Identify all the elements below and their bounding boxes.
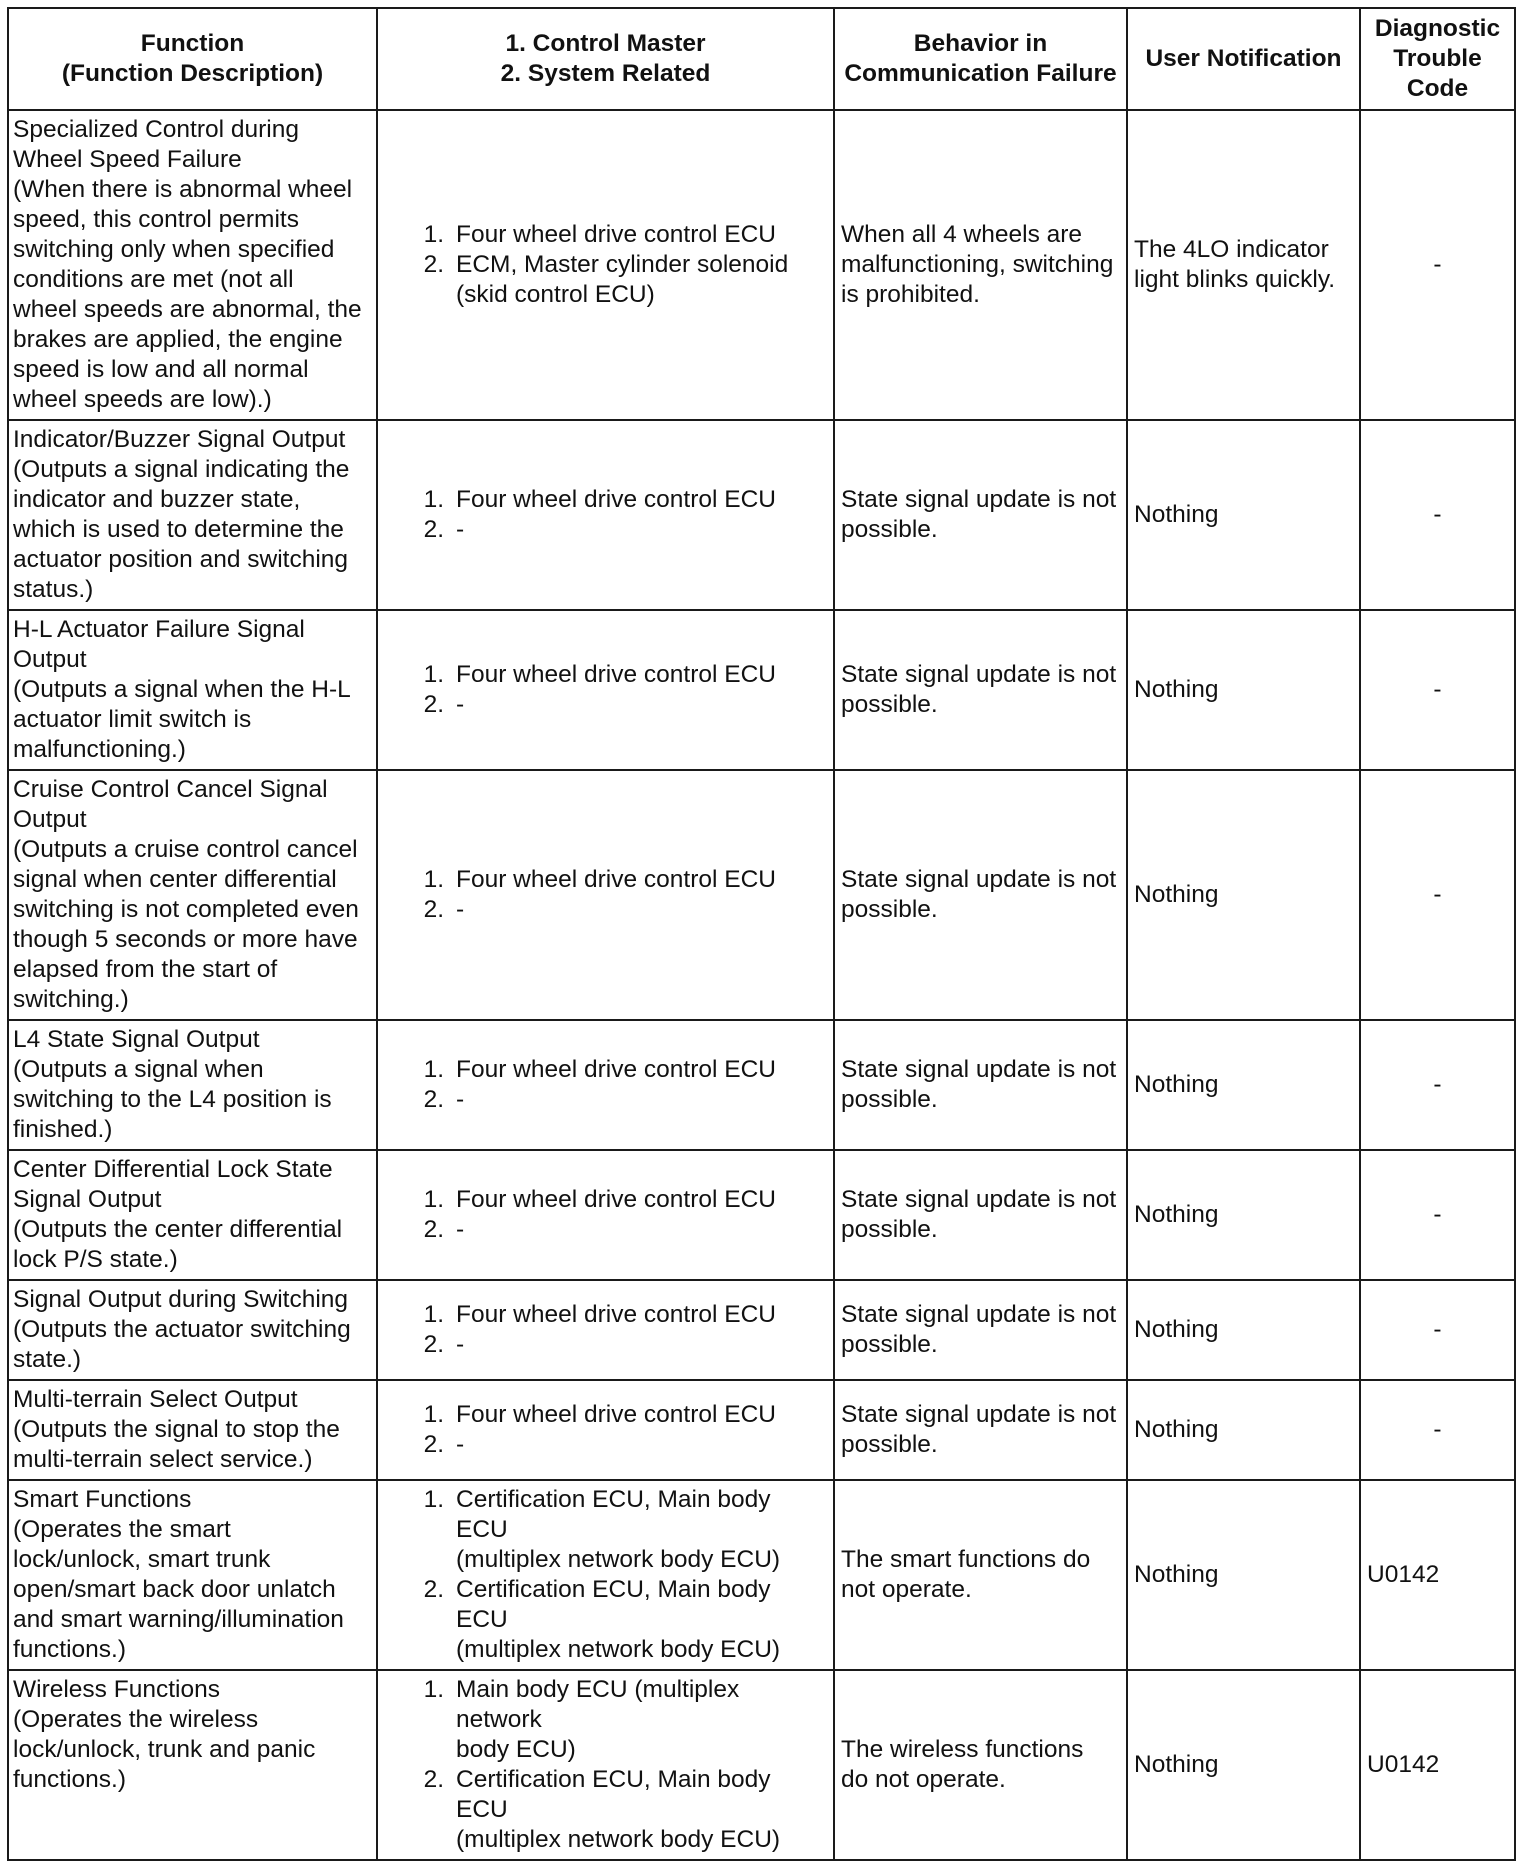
dtc-cell: - (1360, 610, 1515, 770)
function-cell (8, 1280, 377, 1380)
table-row (8, 1280, 1515, 1380)
function-line: finished.) (13, 1116, 113, 1143)
behavior-line: possible. (841, 896, 938, 923)
control-item-number: 2. (423, 896, 444, 923)
control-master-cell (377, 1020, 834, 1150)
function-line: and smart warning/illumination (13, 1606, 344, 1633)
communication-failure-table (7, 7, 1516, 1861)
control-line: (multiplex network body ECU) (456, 1826, 781, 1853)
table-row (8, 1150, 1515, 1280)
function-line: functions.) (13, 1636, 127, 1663)
control-item-text (456, 690, 827, 720)
function-line: though 5 seconds or more have (13, 926, 358, 953)
control-line: Four wheel drive control ECU (456, 486, 776, 513)
control-item (408, 1675, 827, 1765)
user-notification-cell (1127, 1480, 1360, 1670)
control-item-number: 2. (423, 251, 444, 278)
control-master-cell (377, 420, 834, 610)
header-line: Diagnostic (1374, 15, 1501, 42)
control-item-text (456, 1055, 827, 1085)
header-line: Communication Failure (844, 60, 1117, 87)
function-line: Multi-terrain Select Output (13, 1386, 298, 1413)
user-notification-cell (1127, 610, 1360, 770)
control-line: (multiplex network body ECU) (456, 1636, 781, 1663)
function-line: actuator position and switching (13, 546, 349, 573)
control-master-cell (377, 110, 834, 420)
notification-line: Nothing (1134, 1201, 1219, 1228)
function-line: (Outputs a signal indicating the (13, 456, 350, 483)
function-cell (8, 610, 377, 770)
dtc-cell: U0142 (1360, 1480, 1515, 1670)
function-line: Wireless Functions (13, 1676, 220, 1703)
function-line: (When there is abnormal wheel (13, 176, 353, 203)
user-notification-cell (1127, 1280, 1360, 1380)
behavior-line: possible. (841, 516, 938, 543)
control-item (408, 895, 827, 925)
behavior-line: possible. (841, 1431, 938, 1458)
function-line: lock/unlock, trunk and panic (13, 1736, 316, 1763)
control-line: Four wheel drive control ECU (456, 661, 776, 688)
header-line: User Notification (1145, 45, 1342, 72)
table-row (8, 1020, 1515, 1150)
behavior-line: State signal update is not (841, 1056, 1117, 1083)
function-line: (Outputs a signal when the H-L (13, 676, 351, 703)
control-item (408, 1575, 827, 1665)
function-line: Signal Output during Switching (13, 1286, 349, 1313)
function-line: lock/unlock, smart trunk (13, 1546, 271, 1573)
behavior-line: possible. (841, 1216, 938, 1243)
function-line: lock P/S state.) (13, 1246, 178, 1273)
user-notification-cell (1127, 1150, 1360, 1280)
header-line: Code (1406, 75, 1469, 102)
control-item-number: 1. (423, 866, 444, 893)
behavior-cell (834, 1020, 1127, 1150)
function-line: wheel speeds are low).) (13, 386, 272, 413)
function-line: actuator limit switch is (13, 706, 252, 733)
function-line: elapsed from the start of (13, 956, 278, 983)
control-line: - (456, 1216, 465, 1243)
behavior-cell (834, 610, 1127, 770)
control-line: - (456, 1331, 465, 1358)
control-item-text (456, 220, 827, 250)
function-cell (8, 1150, 377, 1280)
dtc-cell: - (1360, 1150, 1515, 1280)
control-master-cell (377, 1280, 834, 1380)
control-item-text (456, 1400, 827, 1430)
notification-line: Nothing (1134, 881, 1219, 908)
control-item (408, 690, 827, 720)
function-line: conditions are met (not all (13, 266, 294, 293)
behavior-cell (834, 770, 1127, 1020)
header-control-master (377, 8, 834, 110)
control-item-text (456, 1765, 827, 1855)
control-item (408, 1215, 827, 1245)
function-line: which is used to determine the (13, 516, 344, 543)
control-line: Main body ECU (multiplex network (456, 1676, 740, 1733)
notification-line: Nothing (1134, 1316, 1219, 1343)
function-line: (Operates the wireless (13, 1706, 259, 1733)
function-line: functions.) (13, 1766, 127, 1793)
dtc-cell: - (1360, 770, 1515, 1020)
behavior-cell (834, 1280, 1127, 1380)
function-line: Output (13, 806, 87, 833)
function-line: switching only when specified (13, 236, 335, 263)
function-line: Wheel Speed Failure (13, 146, 242, 173)
control-item-number: 1. (423, 1301, 444, 1328)
control-line: - (456, 1086, 465, 1113)
control-line: Four wheel drive control ECU (456, 1186, 776, 1213)
header-line: 2. System Related (500, 60, 711, 87)
control-item-number: 2. (423, 1431, 444, 1458)
notification-line: light blinks quickly. (1134, 266, 1336, 293)
control-item (408, 1085, 827, 1115)
control-item-number: 2. (423, 1576, 444, 1603)
control-line: body ECU) (456, 1736, 576, 1763)
dtc-cell: - (1360, 1380, 1515, 1480)
function-line: multi-terrain select service.) (13, 1446, 313, 1473)
control-line: Four wheel drive control ECU (456, 1301, 776, 1328)
control-item (408, 1485, 827, 1575)
function-line: H-L Actuator Failure Signal (13, 616, 305, 643)
notification-line: Nothing (1134, 501, 1219, 528)
control-line: - (456, 1431, 465, 1458)
table-row (8, 770, 1515, 1020)
control-item-text (456, 660, 827, 690)
behavior-cell (834, 420, 1127, 610)
control-line: - (456, 691, 465, 718)
function-line: Indicator/Buzzer Signal Output (13, 426, 346, 453)
behavior-cell (834, 110, 1127, 420)
control-item (408, 250, 827, 310)
control-item-number: 2. (423, 516, 444, 543)
function-line: speed, this control permits (13, 206, 299, 233)
control-item-text (456, 485, 827, 515)
behavior-line: possible. (841, 1331, 938, 1358)
user-notification-cell (1127, 1020, 1360, 1150)
control-item-text (456, 1485, 827, 1575)
control-item-text (456, 1330, 827, 1360)
control-master-cell (377, 610, 834, 770)
header-line: 1. Control Master (505, 30, 706, 57)
table-row (8, 610, 1515, 770)
dtc-cell: - (1360, 1280, 1515, 1380)
control-item-number: 1. (423, 1486, 444, 1513)
function-line: switching is not completed even (13, 896, 359, 923)
behavior-line: State signal update is not (841, 486, 1117, 513)
control-item-text (456, 1675, 827, 1765)
behavior-line: is prohibited. (841, 281, 980, 308)
header-row (8, 8, 1515, 110)
control-line: Certification ECU, Main body ECU (456, 1576, 771, 1633)
function-line: speed is low and all normal (13, 356, 309, 383)
control-item-number: 1. (423, 1186, 444, 1213)
control-item-number: 1. (423, 221, 444, 248)
control-item (408, 865, 827, 895)
control-item-number: 2. (423, 1086, 444, 1113)
function-line: Specialized Control during (13, 116, 299, 143)
function-line: (Outputs a signal when (13, 1056, 264, 1083)
function-line: (Outputs the center differential (13, 1216, 343, 1243)
function-line: Cruise Control Cancel Signal (13, 776, 328, 803)
control-item (408, 1300, 827, 1330)
control-item (408, 660, 827, 690)
control-item-text (456, 1430, 827, 1460)
behavior-line: malfunctioning, switching (841, 251, 1114, 278)
user-notification-cell (1127, 420, 1360, 610)
header-line: Trouble (1393, 45, 1482, 72)
control-item-number: 1. (423, 1056, 444, 1083)
header-line: Behavior in (913, 30, 1048, 57)
function-line: state.) (13, 1346, 82, 1373)
control-item-text (456, 865, 827, 895)
control-line: Four wheel drive control ECU (456, 866, 776, 893)
header-behavior (834, 8, 1127, 110)
header-line: Function (140, 30, 245, 57)
behavior-line: possible. (841, 691, 938, 718)
function-cell (8, 1480, 377, 1670)
control-item-text (456, 515, 827, 545)
header-line: (Function Description) (61, 60, 324, 87)
control-item-text (456, 1575, 827, 1665)
control-line: (multiplex network body ECU) (456, 1546, 781, 1573)
behavior-line: not operate. (841, 1576, 972, 1603)
control-item-text (456, 895, 827, 925)
control-item (408, 1430, 827, 1460)
behavior-line: State signal update is not (841, 1186, 1117, 1213)
control-line: Four wheel drive control ECU (456, 1056, 776, 1083)
function-line: status.) (13, 576, 94, 603)
function-line: Output (13, 646, 87, 673)
control-item-text (456, 250, 827, 310)
notification-line: Nothing (1134, 1751, 1219, 1778)
control-item-text (456, 1185, 827, 1215)
control-item (408, 1055, 827, 1085)
table-row (8, 110, 1515, 420)
control-item-number: 2. (423, 691, 444, 718)
function-cell (8, 110, 377, 420)
control-line: Four wheel drive control ECU (456, 1401, 776, 1428)
control-line: - (456, 516, 465, 543)
control-master-cell (377, 770, 834, 1020)
behavior-line: State signal update is not (841, 1301, 1117, 1328)
behavior-line: State signal update is not (841, 866, 1117, 893)
behavior-line: possible. (841, 1086, 938, 1113)
function-line: (Outputs the actuator switching (13, 1316, 351, 1343)
function-line: (Operates the smart (13, 1516, 231, 1543)
behavior-cell (834, 1380, 1127, 1480)
notification-line: Nothing (1134, 1416, 1219, 1443)
control-item (408, 1185, 827, 1215)
control-master-cell (377, 1150, 834, 1280)
behavior-cell (834, 1480, 1127, 1670)
control-item-number: 1. (423, 1401, 444, 1428)
dtc-cell: - (1360, 1020, 1515, 1150)
behavior-line: The smart functions do (841, 1546, 1091, 1573)
header-dtc (1360, 8, 1515, 110)
control-item-text (456, 1300, 827, 1330)
table-row (8, 420, 1515, 610)
header-function (8, 8, 377, 110)
user-notification-cell (1127, 770, 1360, 1020)
control-item-number: 2. (423, 1216, 444, 1243)
control-item (408, 1400, 827, 1430)
function-line: Center Differential Lock State (13, 1156, 333, 1183)
notification-line: Nothing (1134, 1561, 1219, 1588)
behavior-line: State signal update is not (841, 661, 1117, 688)
notification-line: The 4LO indicator (1134, 236, 1329, 263)
behavior-line: State signal update is not (841, 1401, 1117, 1428)
header-user-notification (1127, 8, 1360, 110)
control-item-number: 1. (423, 661, 444, 688)
table-row (8, 1480, 1515, 1670)
function-line: L4 State Signal Output (13, 1026, 260, 1053)
user-notification-cell (1127, 110, 1360, 420)
user-notification-cell (1127, 1380, 1360, 1480)
behavior-line: do not operate. (841, 1766, 1006, 1793)
control-item (408, 515, 827, 545)
control-item-text (456, 1085, 827, 1115)
function-cell (8, 1380, 377, 1480)
control-item-number: 2. (423, 1331, 444, 1358)
function-line: Smart Functions (13, 1486, 192, 1513)
dtc-cell: - (1360, 110, 1515, 420)
table-row (8, 1380, 1515, 1480)
behavior-line: The wireless functions (841, 1736, 1084, 1763)
function-line: Signal Output (13, 1186, 162, 1213)
control-line: (skid control ECU) (456, 281, 655, 308)
control-line: Four wheel drive control ECU (456, 221, 776, 248)
control-master-cell (377, 1380, 834, 1480)
function-line: wheel speeds are abnormal, the (13, 296, 362, 323)
control-item (408, 220, 827, 250)
function-line: brakes are applied, the engine (13, 326, 343, 353)
table-body (8, 110, 1515, 1860)
function-line: switching to the L4 position is (13, 1086, 332, 1113)
control-line: - (456, 896, 465, 923)
function-line: (Outputs a cruise control cancel (13, 836, 358, 863)
control-line: Certification ECU, Main body ECU (456, 1486, 771, 1543)
control-line: ECM, Master cylinder solenoid (456, 251, 789, 278)
function-cell (8, 770, 377, 1020)
control-item (408, 1330, 827, 1360)
dtc-cell: U0142 (1360, 1670, 1515, 1860)
control-item-number: 1. (423, 486, 444, 513)
function-cell (8, 1020, 377, 1150)
function-line: malfunctioning.) (13, 736, 186, 763)
notification-line: Nothing (1134, 1071, 1219, 1098)
control-item-text (456, 1215, 827, 1245)
function-line: indicator and buzzer state, (13, 486, 301, 513)
control-line: Certification ECU, Main body ECU (456, 1766, 771, 1823)
function-line: signal when center differential (13, 866, 337, 893)
control-item-number: 1. (423, 1676, 444, 1703)
control-master-cell (377, 1480, 834, 1670)
dtc-cell: - (1360, 420, 1515, 610)
function-line: switching.) (13, 986, 129, 1013)
function-line: (Outputs the signal to stop the (13, 1416, 340, 1443)
function-line: open/smart back door unlatch (13, 1576, 336, 1603)
control-item (408, 485, 827, 515)
control-item-number: 2. (423, 1766, 444, 1793)
control-item (408, 1765, 827, 1855)
behavior-cell (834, 1150, 1127, 1280)
behavior-line: When all 4 wheels are (841, 221, 1083, 248)
function-cell (8, 420, 377, 610)
notification-line: Nothing (1134, 676, 1219, 703)
